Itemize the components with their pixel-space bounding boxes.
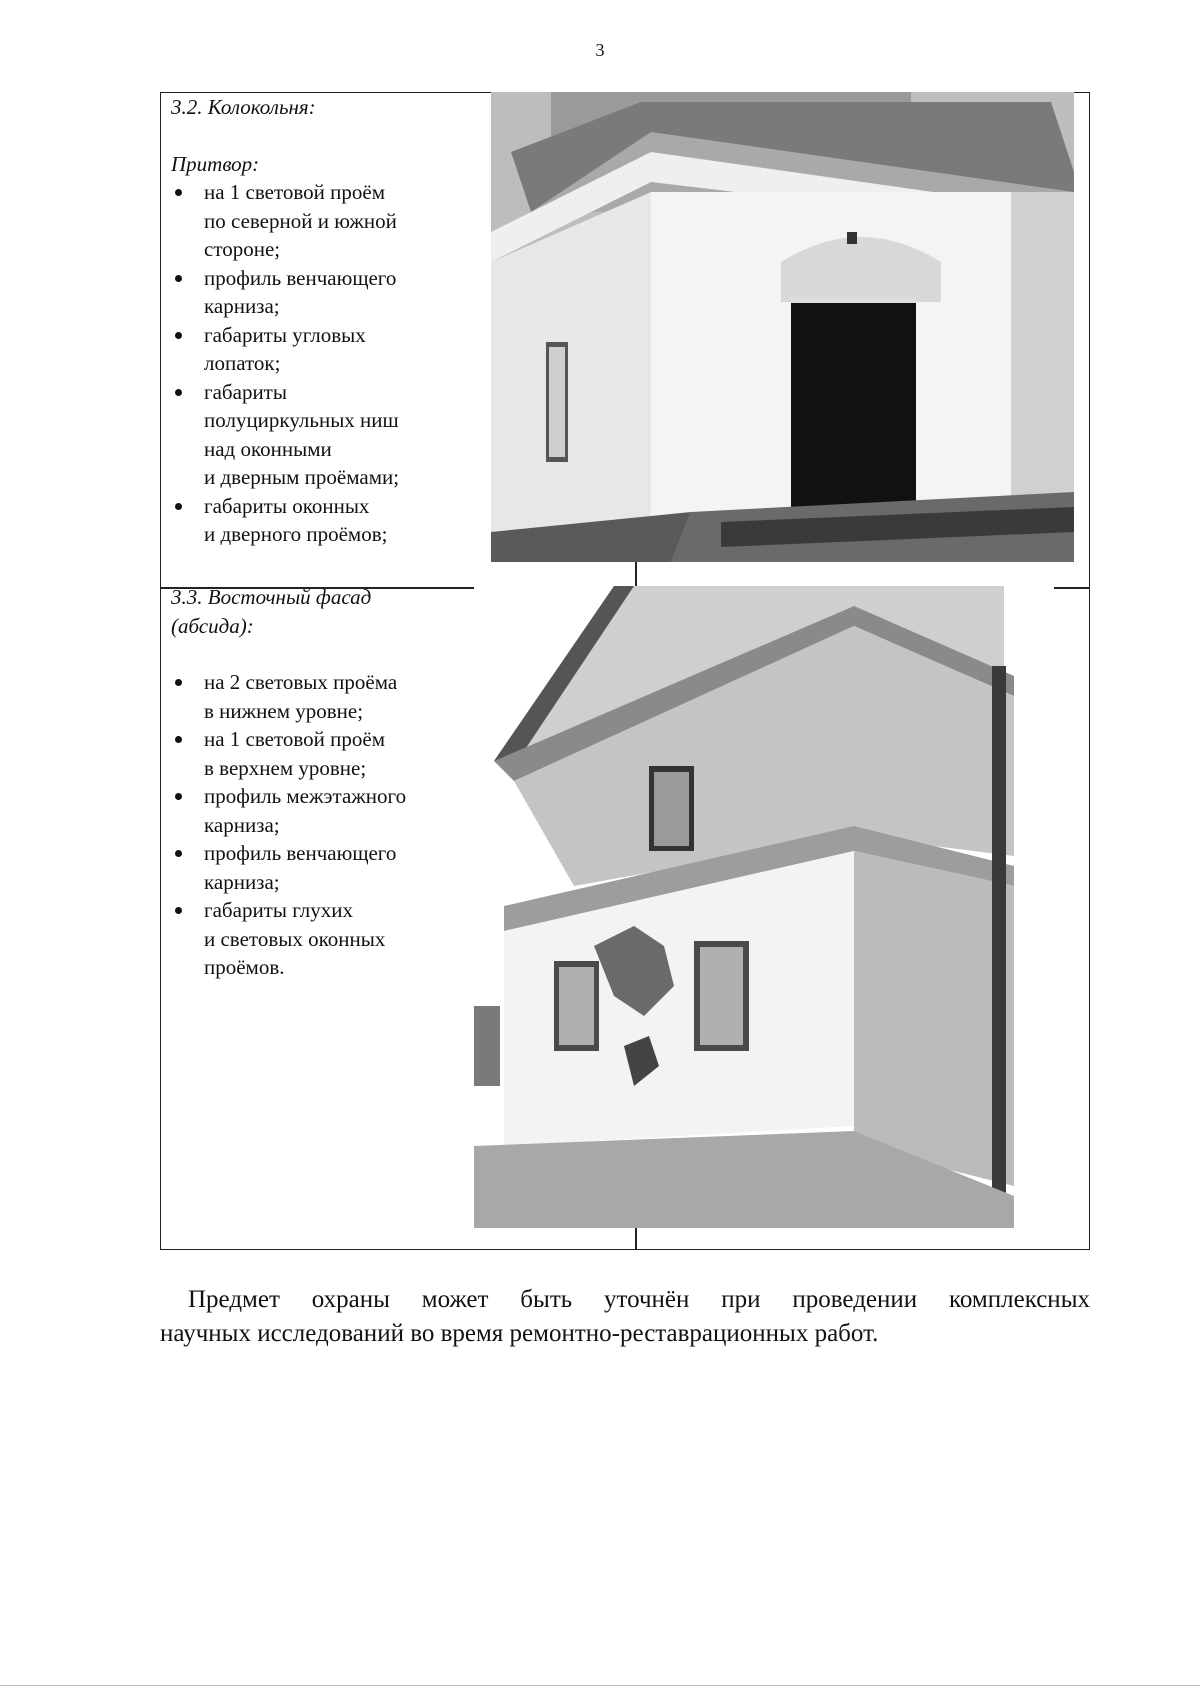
list-item: на 2 световых проёма в нижнем уровне; bbox=[171, 668, 626, 725]
page-number: 3 bbox=[595, 40, 605, 60]
paragraph-line: Предмет охраны может быть уточнён при проведении комплексных bbox=[188, 1286, 1090, 1313]
scan-edge-line bbox=[0, 1685, 1200, 1686]
list-item: габариты угловых лопаток; bbox=[171, 321, 626, 378]
section-subheading: Притвор: bbox=[171, 151, 260, 176]
section-heading: 3.3. Восточный фасад (абсида): bbox=[171, 585, 372, 638]
list-item: профиль венчающего карниза; bbox=[171, 839, 626, 896]
list-item: профиль венчающего карниза; bbox=[171, 264, 626, 321]
list-item: на 1 световой проём по северной и южной стороне; bbox=[171, 178, 626, 264]
paragraph-line: научных исследований во время ремонтно-реставрационных работ. bbox=[160, 1320, 879, 1347]
bell-tower-porch-photo bbox=[491, 92, 1074, 562]
list-item: габариты глухих и световых оконных проёмов. bbox=[171, 896, 626, 982]
section-heading: 3.2. Колокольня: bbox=[171, 95, 316, 119]
list-item: габариты оконных и дверного проёмов; bbox=[171, 492, 626, 549]
east-facade-photo bbox=[474, 586, 1054, 1228]
list-item: профиль межэтажного карниза; bbox=[171, 782, 626, 839]
list-item: на 1 световой проём в верхнем уровне; bbox=[171, 725, 626, 782]
protection-note-paragraph bbox=[160, 1283, 1090, 1351]
list-item: габариты полуциркульных ниш над оконными и дверным проёмами; bbox=[171, 378, 626, 492]
